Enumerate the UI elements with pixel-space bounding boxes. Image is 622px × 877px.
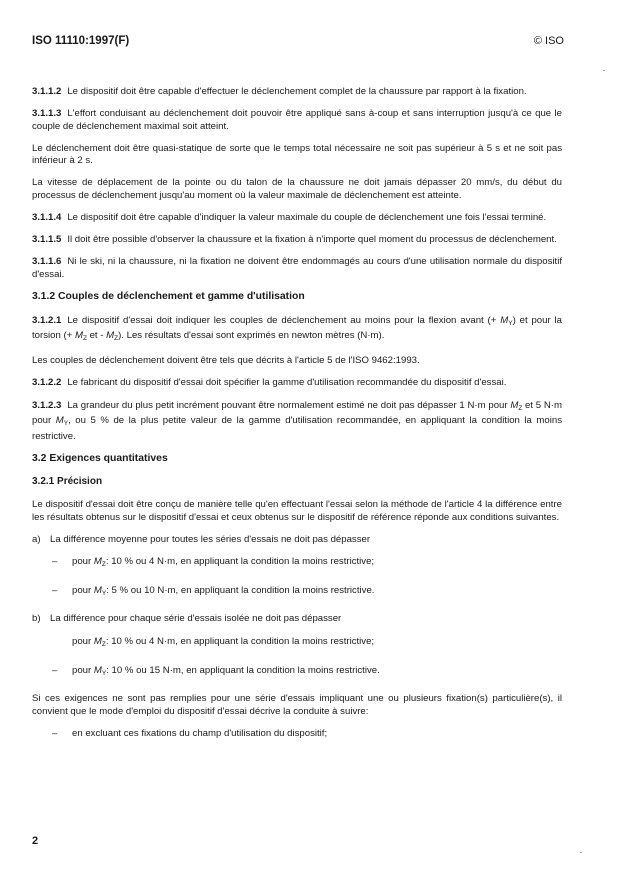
paragraph-quasi-statique: Le déclenchement doit être quasi-statique de sorte que le temps total nécessaire ne soit pas supérieur à 5 s et ne soit pas inférieur à 2 s. [32, 142, 562, 167]
symbol-subscript: Z [101, 561, 106, 569]
dash-marker: – [52, 664, 58, 676]
paragraph-precision: Le dispositif d'essai doit être conçu de manière telle qu'en effectuant l'essai selon la méthode de l'article 4 la différence entre les résultats obtenus sur le dispositif d'essai et ceux obtenus sur le dispositif de référence réponde aux conditions suivantes. [32, 498, 562, 523]
clause-number: 3.1.1.3 [32, 108, 62, 120]
list-text: La différence moyenne pour toutes les séries d'essais ne doit pas dépasser [50, 533, 371, 545]
copyright-notice: © ISO [533, 35, 564, 47]
scan-speck [603, 70, 605, 71]
symbol-m: M [55, 415, 64, 427]
dash-content [72, 585, 374, 601]
heading-number: 3.2 [32, 452, 47, 464]
clause-3-1-1-2 [32, 86, 562, 99]
heading-text: Précision [57, 476, 103, 488]
heading-text: Exigences quantitatives [49, 452, 168, 464]
clause-text: L'effort conduisant au déclenchement doit pouvoir être appliqué sans à-coup et sans interruption jusqu'à ce que le couple de déclenchement maximal soit atteint. [32, 108, 562, 132]
symbol-subscript: Z [101, 641, 106, 649]
dash-content [72, 665, 380, 681]
dash-text: : 10 % ou 4 N·m, en appliquant la condition la moins restrictive; [105, 636, 375, 648]
dash-marker: – [52, 584, 58, 596]
clause-3-1-1-6 [32, 256, 562, 281]
dash-text: pour [72, 556, 94, 568]
dash-text: : 5 % ou 10 N·m, en appliquant la condition la moins restrictive. [106, 584, 375, 596]
page-number: 2 [32, 835, 39, 847]
dash-text: pour [72, 584, 94, 596]
clause-text: Le fabricant du dispositif d'essai doit spécifier la gamme d'utilisation recommandée du dispositif d'essai. [67, 377, 507, 389]
clause-text: Ni le ski, ni la chaussure, ni la fixation ne doivent être endommagés au cours d'une utilisation normale du dispositif d'essai. [32, 256, 562, 280]
symbol-m: M [74, 330, 83, 342]
clause-text: Il doit être possible d'observer la chaussure et la fixation à n'importe quel moment du processus de déclenchement. [67, 234, 557, 246]
list-marker: b) [32, 613, 41, 625]
symbol-m: M [93, 556, 102, 568]
heading-number: 3.2.1 [32, 476, 55, 488]
heading-3-2 [32, 453, 562, 466]
clause-3-1-1-4 [32, 212, 562, 225]
symbol-m: M [93, 664, 102, 676]
list-text: La différence pour chaque série d'essais isolée ne doit pas dépasser [50, 613, 342, 625]
symbol-m: M [500, 314, 509, 326]
dash-text: : 10 % ou 4 N·m, en appliquant la condition la moins restrictive; [105, 556, 375, 568]
clause-3-1-1-5 [32, 234, 562, 247]
symbol-subscript: Y [101, 589, 107, 597]
dash-text: : 10 % ou 15 N·m, en appliquant la condition la moins restrictive. [106, 664, 380, 676]
clause-3-1-2-1 [32, 315, 562, 346]
symbol-subscript: Z [82, 335, 87, 343]
standard-number: ISO 11110:1997(F) [32, 35, 130, 47]
dash-item-c1 [52, 728, 562, 741]
dash-text: pour [72, 636, 94, 648]
clause-number: 3.1.1.4 [32, 212, 62, 224]
list-item-b [32, 613, 562, 626]
symbol-subscript: Z [114, 335, 119, 343]
clause-number: 3.1.2.2 [32, 377, 62, 389]
clause-3-1-2-3 [32, 400, 562, 444]
dash-item-a2 [52, 585, 562, 601]
clause-text: ). Les résultats d'essai sont exprimés en newton mètres (N·m). [118, 330, 385, 342]
paragraph-si: Si ces exigences ne sont pas remplies pour une série d'essais impliquant une ou plusieurs fixation(s) particulière(s), il convient que le mode d'emploi du dispositif d'essai décrive la conduite à suivre: [32, 693, 562, 717]
clause-text: La grandeur du plus petit incrément pouvant être normalement estimé ne doit pas dépasser 1 N·m pour [67, 399, 511, 411]
dash-marker: – [52, 556, 58, 568]
clause-number: 3.1.2.3 [32, 399, 62, 411]
symbol-m: M [106, 330, 115, 342]
clause-text: Le dispositif doit être capable d'effectuer le déclenchement complet de la chaussure par rapport à la fixation. [67, 86, 527, 97]
heading-3-1-2 [32, 291, 562, 304]
clause-number: 3.1.2.1 [32, 314, 62, 326]
clause-text: Le dispositif d'essai doit indiquer les couples de déclenchement au moins pour la flexion avant (+ [67, 314, 501, 326]
dash-content [72, 556, 374, 572]
clause-text: ) et pour la torsion (+ [32, 314, 562, 342]
list-marker: a) [32, 533, 41, 545]
heading-number: 3.1.2 [32, 291, 56, 303]
clause-text: et 5 N·m pour [32, 399, 562, 427]
symbol-m: M [93, 636, 102, 648]
scan-speck [580, 852, 582, 853]
dash-item-b1 [72, 636, 562, 652]
dash-item-a1 [52, 556, 562, 572]
clause-3-1-2-2 [32, 377, 562, 390]
clause-text: , ou 5 % de la plus petite valeur de la gamme d'utilisation recommandée, en appliquant la condition la moins restrictive. [32, 415, 562, 442]
clause-number: 3.1.1.5 [32, 234, 62, 246]
paragraph-vitesse: La vitesse de déplacement de la pointe ou du talon de la chaussure ne doit jamais dépasser 20 mm/s, du début du processus de déclenchement jusqu'au moment où la valeur maximale de déclenchement est atteinte. [32, 177, 562, 202]
symbol-subscript: Z [518, 404, 523, 412]
clause-3-1-1-3 [32, 108, 562, 133]
symbol-m: M [93, 584, 102, 596]
dash-item-b2 [52, 665, 562, 681]
dash-text: pour [72, 664, 94, 676]
document-body [32, 86, 562, 754]
symbol-subscript: Y [508, 319, 513, 327]
clause-number: 3.1.1.2 [32, 86, 62, 97]
list-item-a [32, 534, 562, 547]
heading-3-2-1 [32, 476, 562, 489]
dash-marker: – [52, 727, 58, 739]
clause-text: et - [86, 330, 107, 342]
dash-text: en excluant ces fixations du champ d'utilisation du dispositif; [72, 727, 328, 739]
symbol-subscript: Y [63, 420, 69, 428]
paragraph-couples: Les couples de déclenchement doivent être tels que décrits à l'article 5 de l'ISO 9462:1993. [32, 355, 420, 367]
symbol-m: M [510, 399, 519, 411]
symbol-subscript: Y [101, 669, 107, 677]
clause-number: 3.1.1.6 [32, 256, 62, 268]
clause-text: Le dispositif doit être capable d'indiquer la valeur maximale du couple de déclenchement une fois l'essai terminé. [67, 212, 547, 224]
heading-text: Couples de déclenchement et gamme d'utilisation [58, 291, 305, 303]
